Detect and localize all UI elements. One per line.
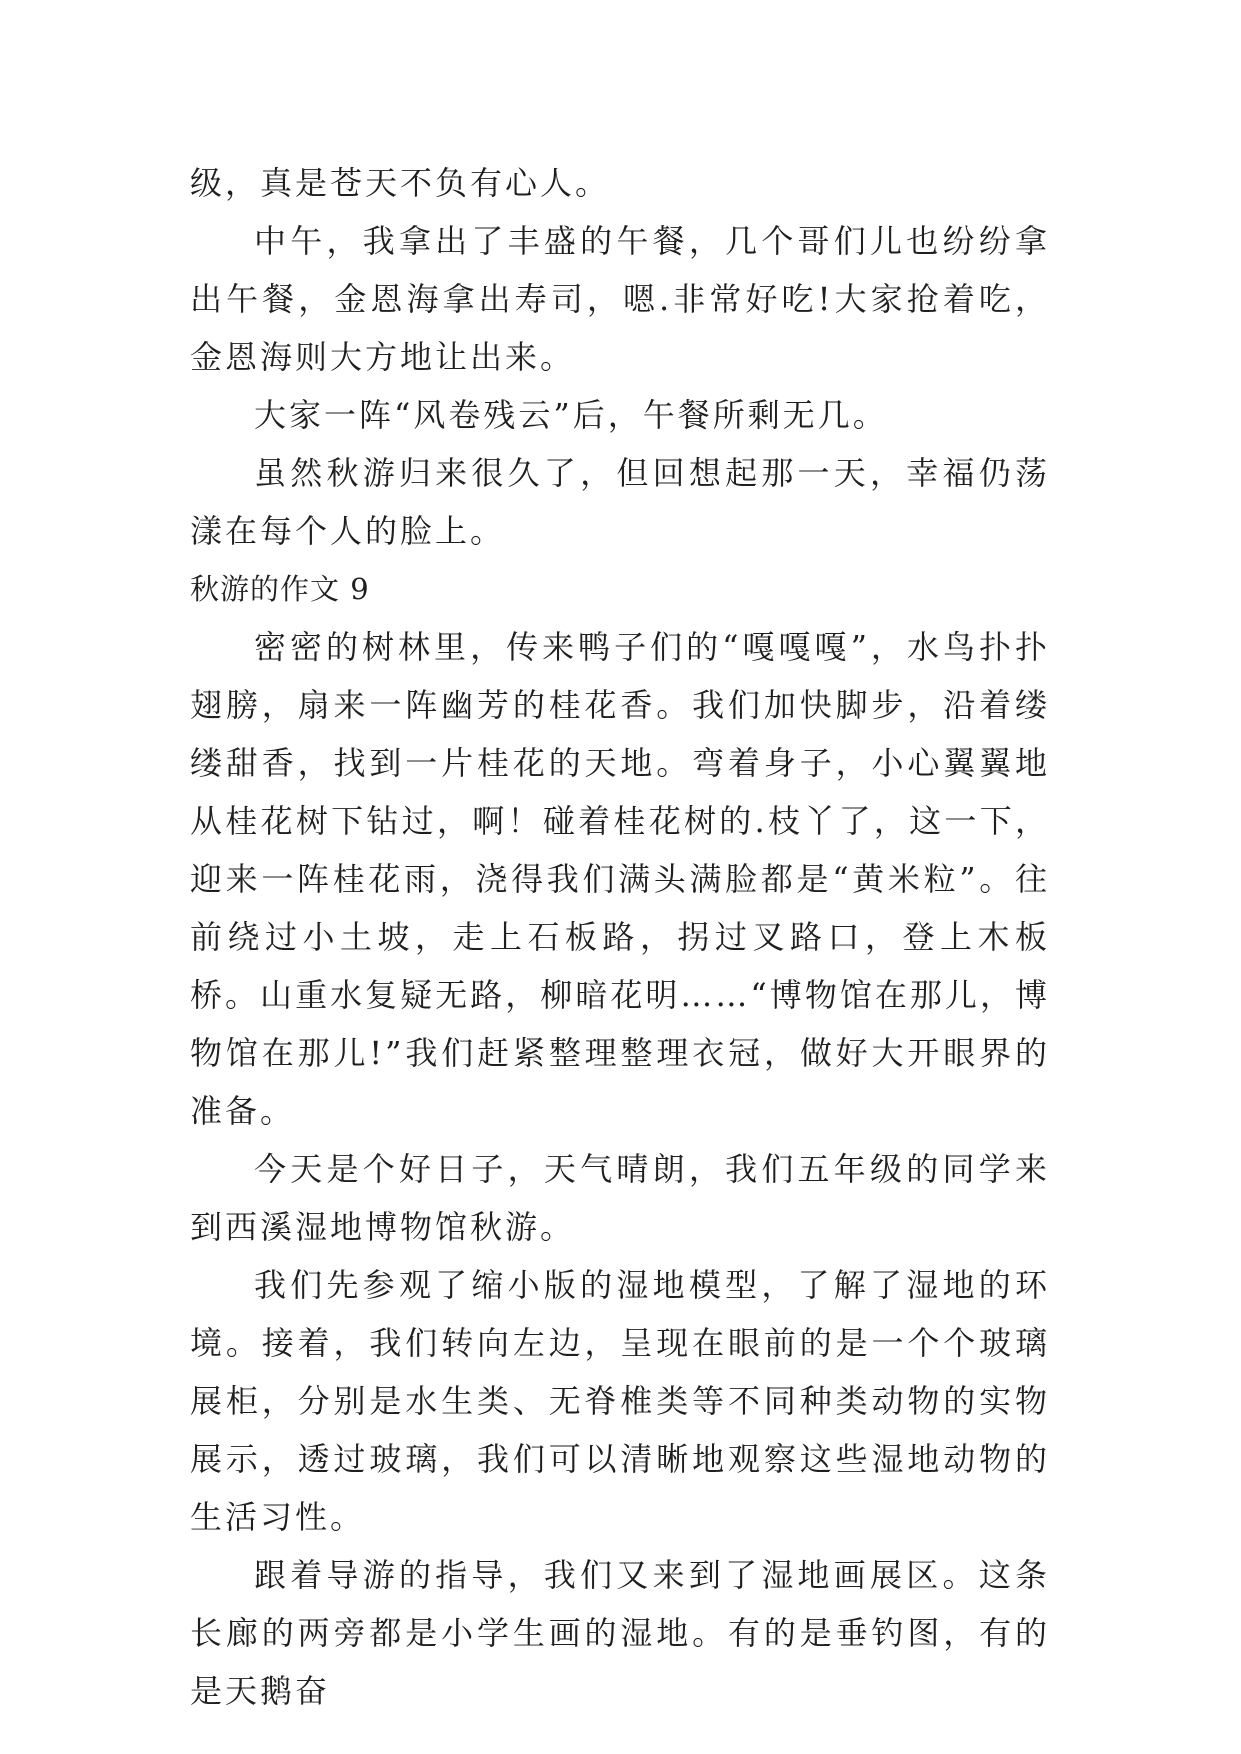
paragraph-lunch: 中午，我拿出了丰盛的午餐，几个哥们儿也纷纷拿出午餐，金恩海拿出寿司，嗯.非常好吃!大家抢着吃，金恩海则大方地让出来。 <box>190 222 1050 376</box>
paragraph-model: 我们先参观了缩小版的湿地模型，了解了湿地的环境。接着，我们转向左边，呈现在眼前的是一个个玻璃展柜，分别是水生类、无脊椎类等不同种类动物的实物展示，透过玻璃，我们可以清晰地观察这些湿地动物的生活习性。 <box>190 1266 1050 1536</box>
document-body <box>190 154 1050 1720</box>
paragraph-continued: 级，真是苍天不负有心人。 <box>190 164 611 202</box>
paragraph-good-day: 今天是个好日子，天气晴朗，我们五年级的同学来到西溪湿地博物馆秋游。 <box>190 1150 1050 1246</box>
paragraph-lunch-finished: 大家一阵“风卷残云”后，午餐所剩无几。 <box>254 396 888 434</box>
essay-title: 秋游的作文 9 <box>190 572 370 606</box>
paragraph-gallery: 跟着导游的指导，我们又来到了湿地画展区。这条长廊的两旁都是小学生画的湿地。有的是垂钓图，有的是天鹅奋 <box>190 1556 1050 1710</box>
paragraph-forest: 密密的树林里，传来鸭子们的“嘎嘎嘎”，水鸟扑扑翅膀，扇来一阵幽芳的桂花香。我们加快脚步，沿着缕缕甜香，找到一片桂花的天地。弯着身子，小心翼翼地从桂花树下钻过，啊！碰着桂花树的.枝丫了，这一下，迎来一阵桂花雨，浇得我们满头满脸都是“黄米粒”。往前绕过小土坡，走上石板路，拐过叉路口，登上木板桥。山重水复疑无路，柳暗花明……“博物馆在那儿，博物馆在那儿!”我们赶紧整理整理衣冠，做好大开眼界的准备。 <box>190 628 1050 1130</box>
paragraph-happiness: 虽然秋游归来很久了，但回想起那一天，幸福仍荡漾在每个人的脸上。 <box>190 454 1050 550</box>
